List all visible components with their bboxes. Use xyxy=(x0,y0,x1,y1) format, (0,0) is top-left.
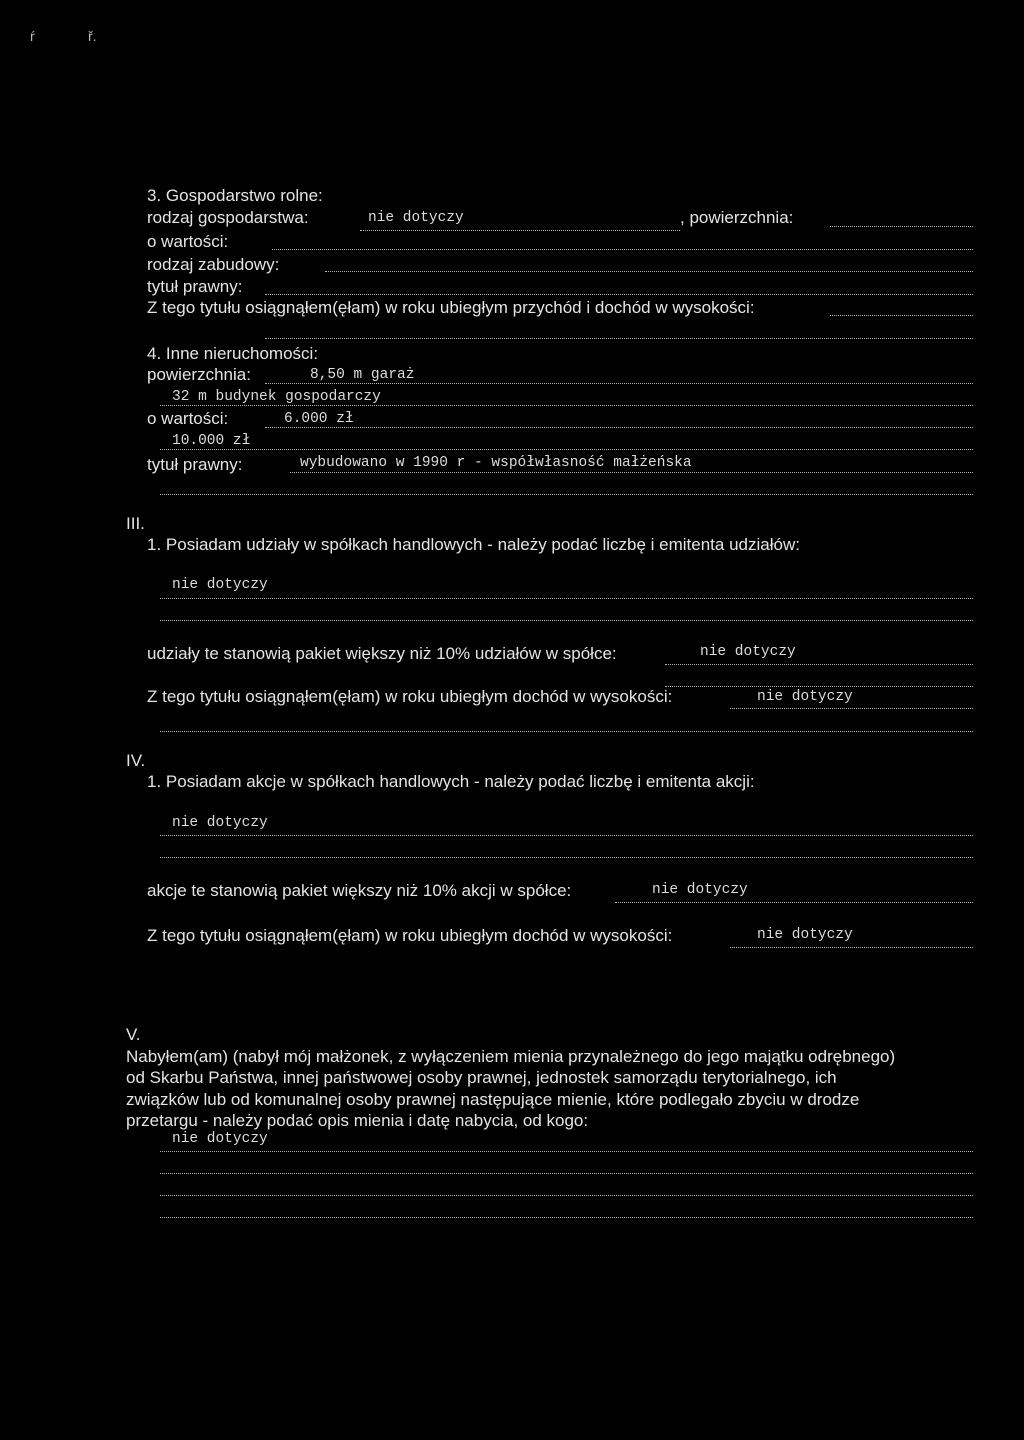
other-title-line-2 xyxy=(160,494,973,495)
farm-income-label: Z tego tytułu osiągnąłem(ęłam) w roku ubiegłym przychód i dochód w wysokości: xyxy=(147,298,755,317)
shares-income-line xyxy=(730,708,973,709)
farm-value-label: o wartości: xyxy=(147,232,229,251)
shares-heading: III. xyxy=(126,514,145,533)
stocks-income-value: nie dotyczy xyxy=(757,927,853,943)
stocks-income-line xyxy=(730,947,973,948)
other-value-line-2 xyxy=(160,449,973,450)
other-title-line-1 xyxy=(290,472,973,473)
acquired-text-line-3: związków lub od komunalnej osoby prawnej następujące mienie, które podlegało zbyciu w drodze xyxy=(126,1090,860,1109)
other-area-label: powierzchnia: xyxy=(147,365,251,384)
farm-buildings-line xyxy=(325,271,973,272)
other-area-value-2: 32 m budynek gospodarczy xyxy=(172,389,381,405)
shares-income-line-2 xyxy=(160,731,973,732)
shares-line-2 xyxy=(160,620,973,621)
stocks-heading: IV. xyxy=(126,751,146,770)
shares-stake-value: nie dotyczy xyxy=(700,644,796,660)
farm-type-value: nie dotyczy xyxy=(368,210,464,226)
acquired-value: nie dotyczy xyxy=(172,1131,268,1147)
acquired-text-line-1: Nabyłem(am) (nabył mój małżonek, z wyłączeniem mienia przynależnego do jego majątku odrębnego) xyxy=(126,1047,896,1066)
stocks-stake-value: nie dotyczy xyxy=(652,882,748,898)
stocks-income-label: Z tego tytułu osiągnąłem(ęłam) w roku ubiegłym dochód w wysokości: xyxy=(147,926,673,945)
farm-value-line xyxy=(272,249,973,250)
farm-income-line xyxy=(830,315,973,316)
shares-stake-label: udziały te stanowią pakiet większy niż 10% udziałów w spółce: xyxy=(147,644,617,663)
acquired-text-line-2: od Skarbu Państwa, innej państwowej osoby prawnej, jednostek samorządu terytorialnego, ich xyxy=(126,1068,837,1087)
other-value-2: 10.000 zł xyxy=(172,433,251,449)
acquired-heading: V. xyxy=(126,1025,141,1044)
farm-title-line xyxy=(265,294,973,295)
shares-income-value: nie dotyczy xyxy=(757,689,853,705)
shares-item1-value: nie dotyczy xyxy=(172,577,268,593)
farm-area-label: , powierzchnia: xyxy=(680,208,794,227)
other-value-line-1 xyxy=(265,427,973,428)
farm-area-line xyxy=(830,226,973,227)
other-value-label: o wartości: xyxy=(147,409,229,428)
shares-income-label: Z tego tytułu osiągnąłem(ęłam) w roku ubiegłym dochód w wysokości: xyxy=(147,687,673,706)
stocks-line-1 xyxy=(160,835,973,836)
shares-line-1 xyxy=(160,598,973,599)
other-value-1: 6.000 zł xyxy=(284,411,354,427)
acquired-line-3 xyxy=(160,1195,973,1196)
farm-heading: 3. Gospodarstwo rolne: xyxy=(147,186,323,205)
farm-type-label: rodzaj gospodarstwa: xyxy=(147,208,309,227)
stocks-line-2 xyxy=(160,857,973,858)
farm-extra-line xyxy=(265,338,973,339)
stocks-stake-label: akcje te stanowią pakiet większy niż 10% akcji w spółce: xyxy=(147,881,572,900)
acquired-line-2 xyxy=(160,1173,973,1174)
farm-type-line xyxy=(360,230,680,231)
other-area-line-1 xyxy=(265,383,973,384)
stocks-item1-label: 1. Posiadam akcje w spółkach handlowych - należy podać liczbę i emitenta akcji: xyxy=(147,772,755,791)
farm-buildings-label: rodzaj zabudowy: xyxy=(147,255,280,274)
other-title-value: wybudowano w 1990 r - współwłasność małżeńska xyxy=(300,455,692,471)
other-property-heading: 4. Inne nieruchomości: xyxy=(147,344,319,363)
acquired-line-1 xyxy=(160,1151,973,1152)
other-title-label: tytuł prawny: xyxy=(147,455,243,474)
stocks-item1-value: nie dotyczy xyxy=(172,815,268,831)
scan-mark-left: ŕ xyxy=(30,28,35,44)
acquired-line-4 xyxy=(160,1217,973,1218)
stocks-stake-line xyxy=(615,902,973,903)
shares-item1-label: 1. Posiadam udziały w spółkach handlowych - należy podać liczbę i emitenta udziałów: xyxy=(147,535,800,554)
acquired-text-line-4: przetargu - należy podać opis mienia i datę nabycia, od kogo: xyxy=(126,1111,589,1130)
scan-mark-right: ř. xyxy=(88,28,97,44)
other-area-value-1: 8,50 m garaż xyxy=(310,367,415,383)
farm-title-label: tytuł prawny: xyxy=(147,277,243,296)
other-area-line-2 xyxy=(160,405,973,406)
shares-stake-line xyxy=(665,664,973,665)
